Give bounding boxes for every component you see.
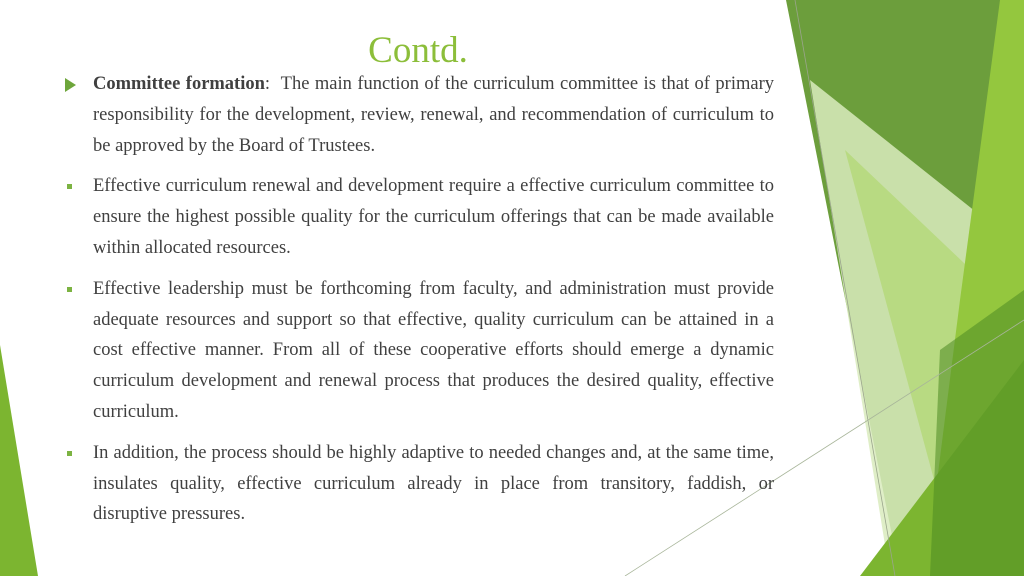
bullet-list: [62, 69, 784, 540]
arrow-bullet-icon: [65, 78, 76, 92]
bullet-lead-text: Committee formation: [93, 74, 265, 94]
bullet-item-adaptive-process: [62, 438, 774, 530]
bullet-text: In addition, the process should be highly adaptive to needed changes and, at the same time, insulates quality, effective curriculum already in place from transitory, faddish, or disruptive pressures.: [93, 442, 774, 525]
square-bullet-icon: [67, 184, 72, 189]
bullet-item-curriculum-renewal: [62, 171, 784, 263]
bullet-item-committee-formation: [62, 69, 779, 161]
bullet-text: Effective leadership must be forthcoming from faculty, and administration must provide adequate resources and support so that effective, quality curriculum can be attained in a cost effective manner. From all of these cooperative efforts should emerge a dynamic curriculum development and renewal process that produces the desired quality, effective curriculum.: [93, 278, 774, 422]
bullet-lead-separator: :: [264, 74, 271, 94]
square-bullet-icon: [67, 451, 72, 456]
slide-title: Contd.: [368, 30, 468, 71]
bullet-text: Effective curriculum renewal and development require a effective curriculum committee to ensure the highest possible quality for the curriculum offerings that can be made available within allocated resources.: [93, 176, 784, 258]
bullet-text: The main function of the curriculum committee is that of primary responsibility for the development, review, renewal, and recommendation of curriculum to be approved by the Board of Trustees.: [93, 74, 779, 156]
square-bullet-icon: [67, 287, 72, 292]
decor-left-sliver: [0, 345, 38, 576]
bullet-item-effective-leadership: [62, 274, 774, 428]
